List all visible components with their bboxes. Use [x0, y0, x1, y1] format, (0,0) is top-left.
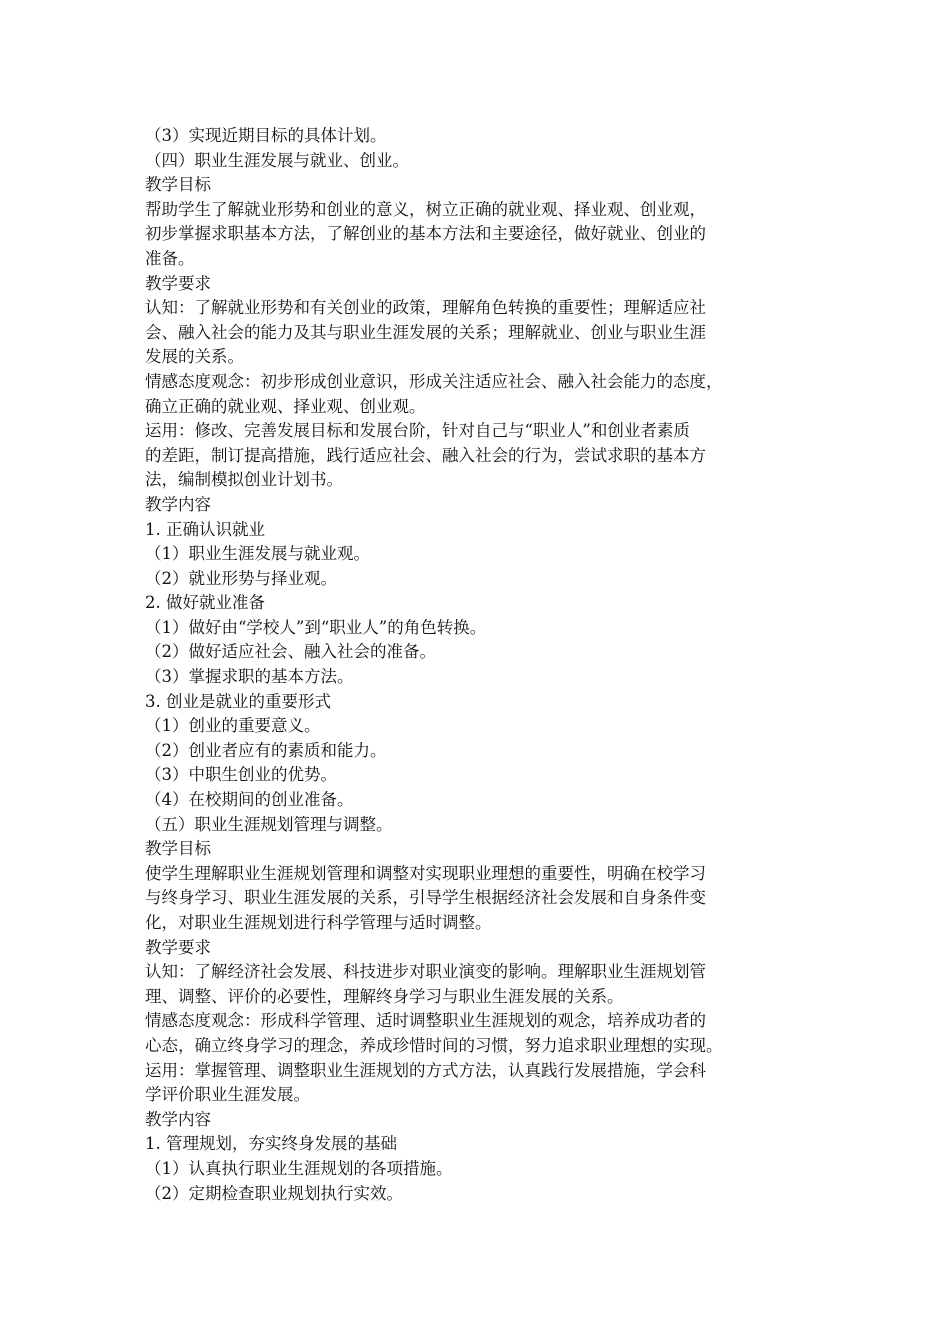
subheading-teaching-content: 教学内容: [145, 1109, 211, 1129]
subheading-teaching-requirement: 教学要求: [145, 937, 211, 957]
list-item: （2）就业形势与择业观。: [145, 568, 337, 588]
numbered-heading: 2. 做好就业准备: [145, 593, 265, 613]
paragraph-line: 发展的关系。: [145, 347, 244, 367]
paragraph-line: 使学生理解职业生涯规划管理和调整对实现职业理想的重要性，明确在校学习: [145, 863, 706, 883]
paragraph-line: 确立正确的就业观、择业观、创业观。: [145, 396, 426, 416]
numbered-heading: 1. 正确认识就业: [145, 519, 265, 539]
paragraph-line: 准备。: [145, 248, 195, 268]
paragraph-line: 法，编制模拟创业计划书。: [145, 470, 343, 490]
document-body: [145, 124, 825, 1206]
subheading-teaching-goal: 教学目标: [145, 839, 211, 859]
paragraph-line: 的差距，制订提高措施，践行适应社会、融入社会的行为，尝试求职的基本方: [145, 445, 706, 465]
section-heading: （四）职业生涯发展与就业、创业。: [145, 150, 409, 170]
paragraph-line: 理、调整、评价的必要性，理解终身学习与职业生涯发展的关系。: [145, 986, 624, 1006]
section-heading: （五）职业生涯规划管理与调整。: [145, 814, 393, 834]
list-item: （1）创业的重要意义。: [145, 716, 321, 736]
paragraph-line: 运用：修改、完善发展目标和发展台阶，针对自己与“职业人”和创业者素质: [145, 421, 690, 441]
subheading-teaching-content: 教学内容: [145, 494, 211, 514]
paragraph-line: 学评价职业生涯发展。: [145, 1085, 310, 1105]
paragraph-line: 初步掌握求职基本方法，了解创业的基本方法和主要途径，做好就业、创业的: [145, 224, 706, 244]
list-item: （3）实现近期目标的具体计划。: [145, 126, 387, 145]
numbered-heading: 1. 管理规划，夯实终身发展的基础: [145, 1134, 397, 1154]
paragraph-line: 帮助学生了解就业形势和创业的意义，树立正确的就业观、择业观、创业观，: [145, 199, 706, 219]
numbered-heading: 3. 创业是就业的重要形式: [145, 691, 331, 711]
list-item: （4）在校期间的创业准备。: [145, 790, 354, 810]
paragraph-line: 情感态度观念：初步形成创业意识，形成关注适应社会、融入社会能力的态度，: [145, 371, 723, 391]
subheading-teaching-requirement: 教学要求: [145, 273, 211, 293]
list-item: （2）创业者应有的素质和能力。: [145, 740, 387, 760]
paragraph-line: 心态，确立终身学习的理念，养成珍惜时间的习惯，努力追求职业理想的实现。: [145, 1035, 723, 1055]
list-item: （1）认真执行职业生涯规划的各项措施。: [145, 1158, 453, 1178]
paragraph-line: 与终身学习、职业生涯发展的关系，引导学生根据经济社会发展和自身条件变: [145, 888, 706, 908]
list-item: （3）中职生创业的优势。: [145, 765, 337, 785]
paragraph-line: 情感态度观念：形成科学管理、适时调整职业生涯规划的观念，培养成功者的: [145, 1011, 706, 1031]
paragraph-line: 运用：掌握管理、调整职业生涯规划的方式方法，认真践行发展措施，学会科: [145, 1060, 706, 1080]
list-item: （1）做好由“学校人”到“职业人”的角色转换。: [145, 617, 487, 637]
list-item: （1）职业生涯发展与就业观。: [145, 544, 370, 564]
list-item: （2）定期检查职业规划执行实效。: [145, 1183, 403, 1203]
paragraph-line: 认知：了解经济社会发展、科技进步对职业演变的影响。理解职业生涯规划管: [145, 962, 706, 982]
paragraph-line: 化，对职业生涯规划进行科学管理与适时调整。: [145, 913, 492, 932]
list-item: （2）做好适应社会、融入社会的准备。: [145, 642, 436, 662]
list-item: （3）掌握求职的基本方法。: [145, 667, 354, 687]
subheading-teaching-goal: 教学目标: [145, 175, 211, 195]
paragraph-line: 会、融入社会的能力及其与职业生涯发展的关系；理解就业、创业与职业生涯: [145, 322, 706, 342]
paragraph-line: 认知：了解就业形势和有关创业的政策，理解角色转换的重要性；理解适应社: [145, 298, 706, 318]
